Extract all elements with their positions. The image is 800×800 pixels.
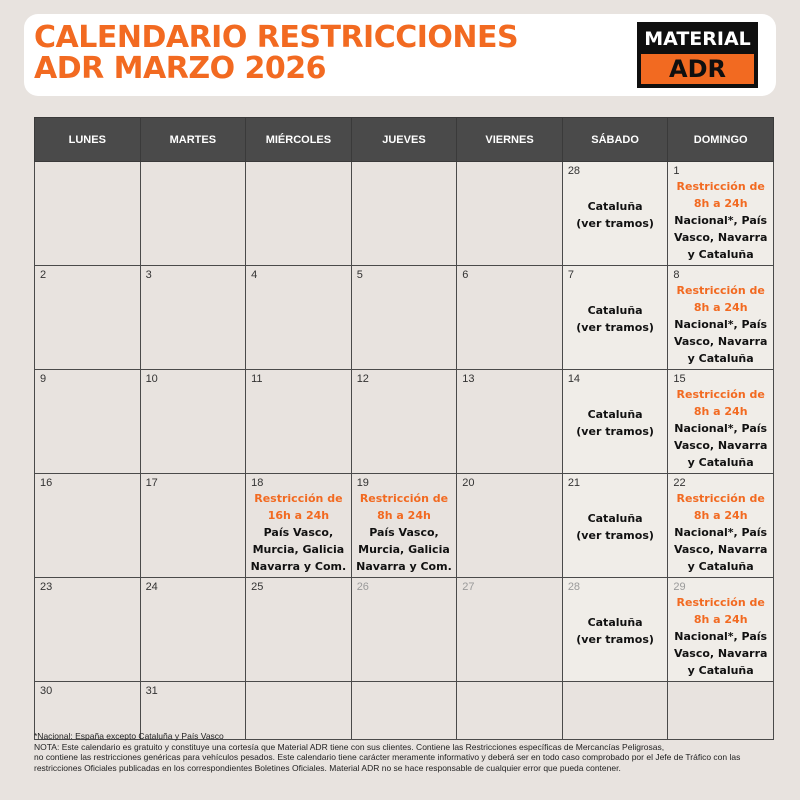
calendar-week-row bbox=[35, 370, 774, 474]
day-note-line: (ver tramos) bbox=[576, 633, 654, 646]
restriction-note bbox=[670, 282, 771, 367]
day-number: 30 bbox=[40, 685, 53, 697]
day-note-line: Cataluña bbox=[587, 200, 643, 213]
footnote-line: restricciones Oficiales publicadas en los correspondientes Boletines Oficiales. Material ADR no se hace responsable de cualquier error que pueda contener. bbox=[34, 762, 621, 773]
day-number: 17 bbox=[145, 477, 158, 489]
restriction-note bbox=[670, 178, 771, 263]
calendar-day-cell[interactable] bbox=[351, 370, 457, 474]
day-number: 29 bbox=[673, 581, 686, 593]
calendar-day-cell[interactable] bbox=[140, 162, 246, 266]
restriction-regions: Nacional*, País Vasco, Navarra y Cataluña bbox=[673, 630, 768, 677]
day-number: 3 bbox=[145, 269, 152, 281]
day-number: 4 bbox=[251, 269, 258, 281]
calendar-week-row bbox=[35, 266, 774, 370]
calendar-day-cell[interactable] bbox=[351, 162, 457, 266]
day-number: 6 bbox=[462, 269, 469, 281]
title-line-2: ADR MARZO 2026 bbox=[34, 51, 327, 86]
footnote-line: no contiene las restricciones genéricas para vehículos pesados. Este calendario tiene carácter meramente informativo y deberá ser en todo caso comprobado por el Jefe de Tráfico con las bbox=[34, 752, 741, 762]
restriction-note bbox=[670, 594, 771, 679]
calendar-week-row bbox=[35, 162, 774, 266]
day-number: 20 bbox=[462, 477, 475, 489]
day-note-line: (ver tramos) bbox=[576, 425, 654, 438]
restriction-hours: Restricción de 8h a 24h bbox=[676, 492, 765, 522]
calendar-day-cell[interactable] bbox=[140, 266, 246, 370]
calendar-day-cell[interactable] bbox=[562, 578, 668, 682]
weekday-tuesday: MARTES bbox=[140, 118, 246, 162]
day-note-line: (ver tramos) bbox=[576, 321, 654, 334]
day-number: 11 bbox=[251, 373, 263, 385]
title-line-1: CALENDARIO RESTRICCIONES bbox=[34, 20, 519, 55]
weekday-thursday: JUEVES bbox=[351, 118, 457, 162]
calendar-week-row bbox=[35, 474, 774, 578]
calendar-day-cell[interactable] bbox=[668, 370, 774, 474]
day-note-line: (ver tramos) bbox=[576, 217, 654, 230]
day-number: 26 bbox=[356, 581, 369, 593]
calendar-day-cell[interactable] bbox=[351, 578, 457, 682]
restriction-regions: País Vasco, Murcia, Galicia Navarra y Com. bbox=[250, 526, 347, 573]
calendar-day-cell[interactable] bbox=[35, 578, 141, 682]
weekday-wednesday: MIÉRCOLES bbox=[246, 118, 352, 162]
day-number: 13 bbox=[462, 373, 475, 385]
day-number: 28 bbox=[567, 165, 581, 177]
footnote-line: NOTA: Este calendario es gratuito y constituye una cortesía que Material ADR tiene con sus clientes. Contiene las Restricciones específicas de Mercancías Peligrosas, bbox=[34, 741, 665, 752]
day-number: 15 bbox=[673, 373, 686, 385]
calendar-day-cell[interactable] bbox=[246, 266, 352, 370]
restriction-hours: Restricción de 8h a 24h bbox=[676, 180, 765, 210]
day-note bbox=[565, 614, 666, 648]
restriction-regions: Nacional*, País Vasco, Navarra y Cataluña bbox=[673, 318, 768, 365]
weekday-saturday: SÁBADO bbox=[562, 118, 668, 162]
day-number: 22 bbox=[673, 477, 686, 489]
calendar-day-cell[interactable] bbox=[457, 370, 563, 474]
calendar-day-cell[interactable] bbox=[35, 266, 141, 370]
day-number: 18 bbox=[251, 477, 264, 489]
day-note-line: Cataluña bbox=[587, 408, 643, 421]
day-number: 14 bbox=[567, 373, 581, 385]
restriction-hours: Restricción de 8h a 24h bbox=[676, 596, 765, 626]
calendar-day-cell[interactable] bbox=[140, 370, 246, 474]
calendar-day-cell[interactable] bbox=[562, 162, 668, 266]
restriction-hours: Restricción de 16h a 24h bbox=[254, 492, 343, 522]
calendar-day-cell[interactable] bbox=[351, 474, 457, 578]
calendar-day-cell[interactable] bbox=[140, 578, 246, 682]
day-note-line: Cataluña bbox=[587, 512, 643, 525]
day-number: 31 bbox=[145, 685, 158, 697]
calendar-week-row bbox=[35, 578, 774, 682]
day-number: 21 bbox=[567, 477, 581, 489]
day-number: 24 bbox=[145, 581, 158, 593]
day-number: 9 bbox=[40, 373, 47, 385]
restriction-regions: Nacional*, País Vasco, Navarra y Cataluña bbox=[673, 214, 768, 261]
day-number: 2 bbox=[40, 269, 47, 281]
day-note-line: Cataluña bbox=[587, 616, 643, 629]
restriction-regions: Nacional*, País Vasco, Navarra y Cataluña bbox=[673, 422, 768, 469]
header-card bbox=[24, 14, 776, 96]
restriction-hours: Restricción de 8h a 24h bbox=[359, 492, 449, 522]
restriction-note bbox=[670, 490, 771, 575]
calendar-day-cell[interactable] bbox=[35, 474, 141, 578]
calendar-grid bbox=[34, 117, 774, 740]
calendar-day-cell[interactable] bbox=[140, 474, 246, 578]
day-note bbox=[565, 406, 666, 440]
footnote bbox=[34, 731, 774, 773]
restriction-regions: Nacional*, País Vasco, Navarra y Cataluña bbox=[673, 526, 768, 573]
day-note-line: (ver tramos) bbox=[576, 529, 654, 542]
calendar-day-cell[interactable] bbox=[457, 266, 563, 370]
calendar-day-cell[interactable] bbox=[246, 162, 352, 266]
calendar-day-cell[interactable] bbox=[457, 474, 563, 578]
day-number: 25 bbox=[251, 581, 264, 593]
day-number: 8 bbox=[673, 269, 680, 281]
weekday-sunday: DOMINGO bbox=[668, 118, 774, 162]
calendar-day-cell[interactable] bbox=[35, 370, 141, 474]
calendar-day-cell[interactable] bbox=[562, 474, 668, 578]
logo-top-text: MATERIAL bbox=[641, 26, 754, 52]
day-number: 16 bbox=[40, 477, 53, 489]
calendar-day-cell[interactable] bbox=[35, 162, 141, 266]
day-note-line: Cataluña bbox=[587, 304, 643, 317]
calendar-day-cell[interactable] bbox=[457, 162, 563, 266]
calendar-day-cell[interactable] bbox=[562, 266, 668, 370]
calendar-day-cell[interactable] bbox=[246, 370, 352, 474]
day-note bbox=[565, 302, 666, 336]
calendar-day-cell[interactable] bbox=[668, 266, 774, 370]
calendar-day-cell[interactable] bbox=[562, 370, 668, 474]
calendar-day-cell[interactable] bbox=[668, 474, 774, 578]
page-title bbox=[34, 22, 518, 84]
calendar-day-cell[interactable] bbox=[668, 162, 774, 266]
restriction-hours: Restricción de 8h a 24h bbox=[676, 284, 765, 314]
day-number: 23 bbox=[40, 581, 53, 593]
restriction-note bbox=[670, 386, 771, 471]
footnote-line: *Nacional: España excepto Cataluña y País Vasco bbox=[34, 731, 224, 741]
day-note bbox=[565, 510, 666, 544]
calendar-day-cell[interactable] bbox=[457, 578, 563, 682]
calendar-day-cell[interactable] bbox=[668, 578, 774, 682]
day-number: 12 bbox=[356, 373, 369, 385]
calendar-day-cell[interactable] bbox=[246, 474, 352, 578]
day-number: 19 bbox=[356, 477, 369, 489]
day-note bbox=[565, 198, 666, 232]
restriction-regions: País Vasco, Murcia, Galicia Navarra y Com. bbox=[356, 526, 452, 573]
day-number: 7 bbox=[567, 269, 574, 281]
day-number: 10 bbox=[145, 373, 158, 385]
weekday-header-row bbox=[35, 118, 774, 162]
day-number: 27 bbox=[462, 581, 475, 593]
material-adr-logo bbox=[637, 22, 758, 88]
logo-bottom-text: ADR bbox=[641, 54, 754, 84]
calendar-day-cell[interactable] bbox=[246, 578, 352, 682]
calendar-day-cell[interactable] bbox=[351, 266, 457, 370]
weekday-monday: LUNES bbox=[35, 118, 141, 162]
day-number: 28 bbox=[567, 581, 581, 593]
day-number: 5 bbox=[356, 269, 363, 281]
restriction-hours: Restricción de 8h a 24h bbox=[676, 388, 765, 418]
weekday-friday: VIERNES bbox=[457, 118, 563, 162]
day-number: 1 bbox=[673, 165, 680, 177]
